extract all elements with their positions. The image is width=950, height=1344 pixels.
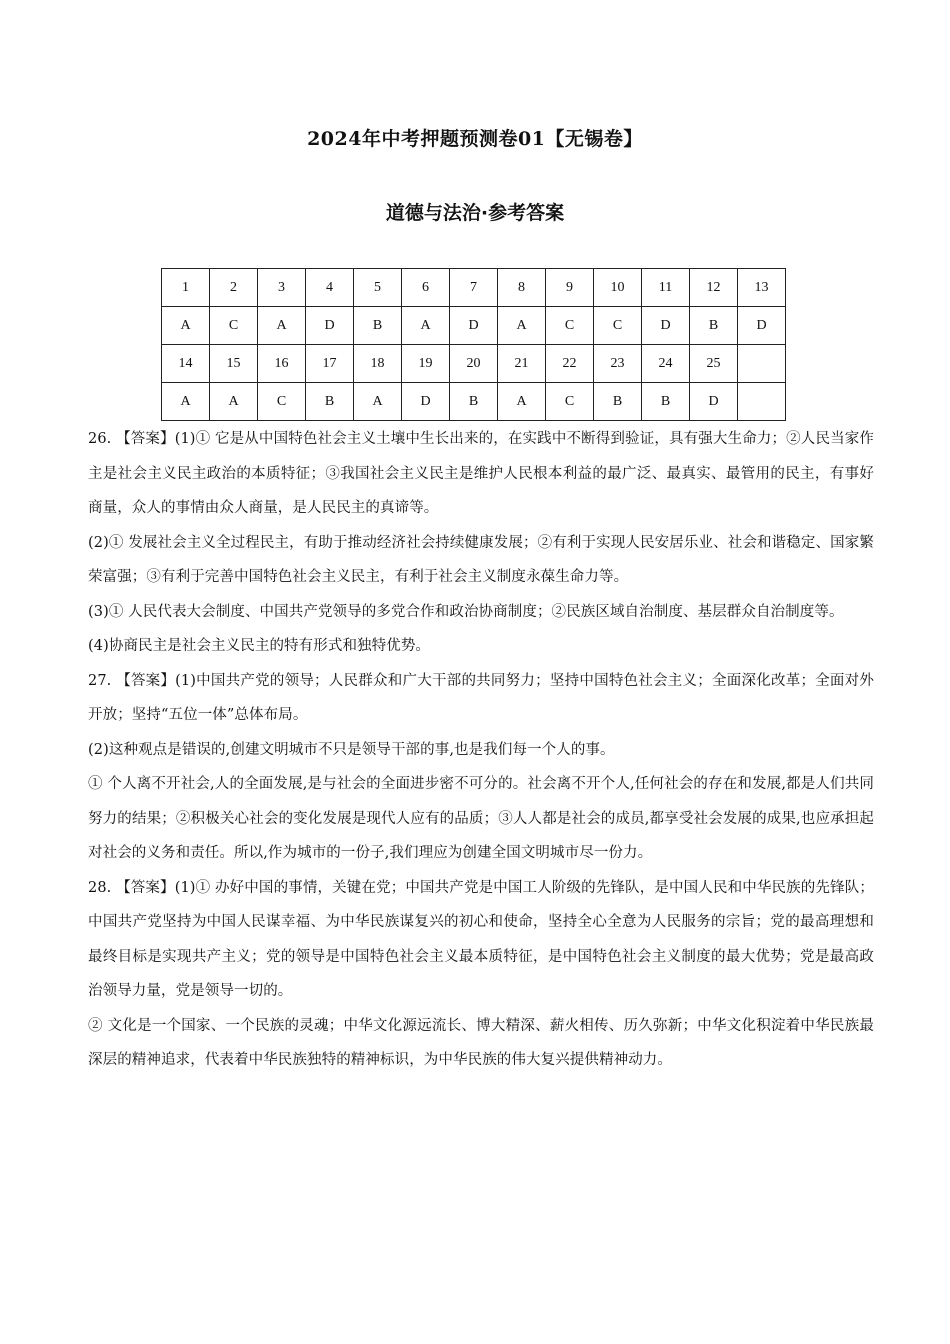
table-cell: 17 (306, 345, 354, 383)
paragraph: (2)① 发展社会主义全过程民主，有助于推动经济社会持续健康发展；②有利于实现人民安居乐业、社会和谐稳定、国家繁荣富强；③有利于完善中国特色社会主义民主，有利于社会主义制度永葆生命力等。 (88, 534, 874, 585)
table-cell: 15 (210, 345, 258, 383)
table-cell: B (594, 383, 642, 421)
table-cell: D (450, 307, 498, 345)
table-cell: 4 (306, 269, 354, 307)
table-cell: B (642, 383, 690, 421)
table-cell: D (642, 307, 690, 345)
table-row (162, 307, 786, 345)
table-cell: 19 (402, 345, 450, 383)
table-cell: A (162, 383, 210, 421)
table-cell: 22 (546, 345, 594, 383)
table-cell: D (738, 307, 786, 345)
table-cell: 11 (642, 269, 690, 307)
table-cell: A (498, 383, 546, 421)
table-cell: 24 (642, 345, 690, 383)
table-cell: A (498, 307, 546, 345)
table-cell: 1 (162, 269, 210, 307)
table-cell: C (546, 307, 594, 345)
table-cell: 5 (354, 269, 402, 307)
table-cell: B (306, 383, 354, 421)
table-row (162, 383, 786, 421)
table-row (162, 269, 786, 307)
table-cell: B (690, 307, 738, 345)
table-cell: A (354, 383, 402, 421)
table-row (162, 345, 786, 383)
table-cell: 21 (498, 345, 546, 383)
table-cell: 13 (738, 269, 786, 307)
table-cell: B (450, 383, 498, 421)
page-subtitle: 道德与法治·参考答案 (385, 202, 565, 224)
answer-content (88, 422, 874, 1078)
table-cell: 16 (258, 345, 306, 383)
table-cell: 9 (546, 269, 594, 307)
paragraph: (2)这种观点是错误的,创建文明城市不只是领导干部的事,也是我们每一个人的事。 (88, 741, 615, 758)
table-cell: C (594, 307, 642, 345)
table-cell: A (210, 383, 258, 421)
table-cell (738, 345, 786, 383)
table-cell: A (162, 307, 210, 345)
table-cell: 12 (690, 269, 738, 307)
table-cell: 8 (498, 269, 546, 307)
table-cell: 2 (210, 269, 258, 307)
table-cell: A (258, 307, 306, 345)
table-cell: 14 (162, 345, 210, 383)
paragraph: (3)① 人民代表大会制度、中国共产党领导的多党合作和政治协商制度；②民族区域自治制度、基层群众自治制度等。 (88, 603, 844, 620)
table-cell: 18 (354, 345, 402, 383)
table-cell: 6 (402, 269, 450, 307)
table-cell: 20 (450, 345, 498, 383)
table-cell: 23 (594, 345, 642, 383)
paragraph: 28. 【答案】(1)① 办好中国的事情，关键在党；中国共产党是中国工人阶级的先锋队，是中国人民和中华民族的先锋队；中国共产党坚持为中国人民谋幸福、为中华民族谋复兴的初心和使命，坚持全心全意为人民服务的宗旨；党的最高理想和最终目标是实现共产主义；党的领导是中国特色社会主义最本质特征，是中国特色社会主义制度的最大优势；党是最高政治领导力量，党是领导一切的。 (88, 879, 874, 999)
page-title: 2024年中考押题预测卷01【无锡卷】 (307, 128, 643, 150)
answer-table (161, 268, 786, 421)
paragraph: ② 文化是一个国家、一个民族的灵魂；中华文化源远流长、博大精深、薪火相传、历久弥新；中华文化积淀着中华民族最深层的精神追求，代表着中华民族独特的精神标识，为中华民族的伟大复兴提供精神动力。 (88, 1017, 874, 1068)
table-cell: 25 (690, 345, 738, 383)
table-cell: C (210, 307, 258, 345)
table-cell (738, 383, 786, 421)
paragraph: ① 个人离不开社会,人的全面发展,是与社会的全面进步密不可分的。社会离不开个人,任何社会的存在和发展,都是人们共同努力的结果；②积极关心社会的变化发展是现代人应有的品质；③人人都是社会的成员,都享受社会发展的成果,也应承担起对社会的义务和责任。所以,作为城市的一份子,我们理应为创建全国文明城市尽一份力。 (88, 776, 874, 861)
table-cell: D (306, 307, 354, 345)
paragraph: (4)协商民主是社会主义民主的特有形式和独特优势。 (88, 638, 431, 654)
table-cell: D (402, 383, 450, 421)
table-cell: C (258, 383, 306, 421)
table-cell: D (690, 383, 738, 421)
paragraph: 26. 【答案】(1)① 它是从中国特色社会主义土壤中生长出来的，在实践中不断得到验证，具有强大生命力；②人民当家作主是社会主义民主政治的本质特征；③我国社会主义民主是维护人民根本利益的最广泛、最真实、最管用的民主，有事好商量，众人的事情由众人商量，是人民民主的真谛等。 (88, 431, 874, 516)
table-cell: 3 (258, 269, 306, 307)
table-cell: 10 (594, 269, 642, 307)
table-cell: 7 (450, 269, 498, 307)
table-cell: B (354, 307, 402, 345)
paragraph: 27. 【答案】(1)中国共产党的领导；人民群众和广大干部的共同努力；坚持中国特色社会主义；全面深化改革；全面对外开放；坚持“五位一体”总体布局。 (88, 672, 874, 723)
table-cell: C (546, 383, 594, 421)
table-cell: A (402, 307, 450, 345)
